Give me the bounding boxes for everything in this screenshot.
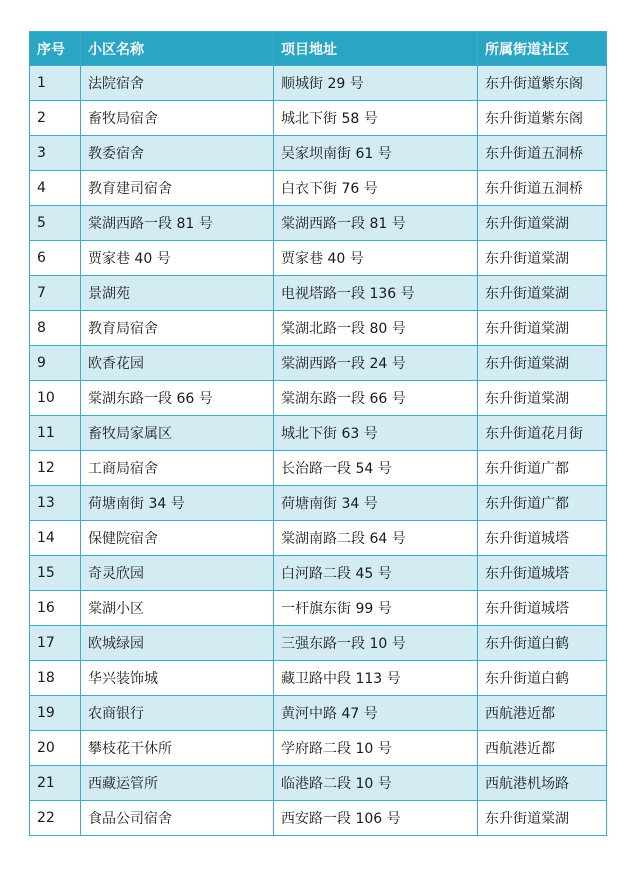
cell-index: 18 bbox=[30, 661, 81, 696]
cell-street-community: 东升街道棠湖 bbox=[478, 311, 607, 346]
cell-street-community: 东升街道紫东阁 bbox=[478, 66, 607, 101]
cell-address: 白河路二段 45 号 bbox=[274, 556, 478, 591]
cell-address: 电视塔路一段 136 号 bbox=[274, 276, 478, 311]
cell-street-community: 东升街道广都 bbox=[478, 486, 607, 521]
cell-community-name: 教育建司宿舍 bbox=[81, 171, 274, 206]
table-row bbox=[30, 451, 607, 486]
cell-index: 16 bbox=[30, 591, 81, 626]
table-header-row bbox=[30, 32, 607, 66]
table-row bbox=[30, 101, 607, 136]
table-row bbox=[30, 591, 607, 626]
table-row bbox=[30, 696, 607, 731]
cell-community-name: 荷塘南街 34 号 bbox=[81, 486, 274, 521]
cell-index: 3 bbox=[30, 136, 81, 171]
table-row bbox=[30, 241, 607, 276]
cell-index: 13 bbox=[30, 486, 81, 521]
cell-street-community: 东升街道五洞桥 bbox=[478, 136, 607, 171]
cell-index: 21 bbox=[30, 766, 81, 801]
header-community-name: 小区名称 bbox=[81, 32, 274, 66]
cell-street-community: 东升街道城塔 bbox=[478, 521, 607, 556]
table-row bbox=[30, 276, 607, 311]
table-row bbox=[30, 171, 607, 206]
cell-community-name: 贾家巷 40 号 bbox=[81, 241, 274, 276]
cell-street-community: 东升街道棠湖 bbox=[478, 381, 607, 416]
cell-index: 14 bbox=[30, 521, 81, 556]
cell-address: 学府路二段 10 号 bbox=[274, 731, 478, 766]
cell-index: 10 bbox=[30, 381, 81, 416]
cell-community-name: 棠湖西路一段 81 号 bbox=[81, 206, 274, 241]
cell-community-name: 棠湖东路一段 66 号 bbox=[81, 381, 274, 416]
cell-community-name: 奇灵欣园 bbox=[81, 556, 274, 591]
cell-index: 2 bbox=[30, 101, 81, 136]
cell-street-community: 东升街道广都 bbox=[478, 451, 607, 486]
cell-address: 棠湖南路二段 64 号 bbox=[274, 521, 478, 556]
cell-community-name: 教委宿舍 bbox=[81, 136, 274, 171]
community-table bbox=[29, 31, 607, 836]
table-row bbox=[30, 556, 607, 591]
cell-community-name: 农商银行 bbox=[81, 696, 274, 731]
cell-index: 7 bbox=[30, 276, 81, 311]
cell-community-name: 欧香花园 bbox=[81, 346, 274, 381]
table-row bbox=[30, 346, 607, 381]
cell-street-community: 东升街道白鹤 bbox=[478, 661, 607, 696]
cell-index: 5 bbox=[30, 206, 81, 241]
table-row bbox=[30, 416, 607, 451]
table-row bbox=[30, 381, 607, 416]
cell-street-community: 东升街道白鹤 bbox=[478, 626, 607, 661]
table-row bbox=[30, 801, 607, 836]
table-row bbox=[30, 731, 607, 766]
cell-community-name: 欧城绿园 bbox=[81, 626, 274, 661]
cell-street-community: 东升街道花月街 bbox=[478, 416, 607, 451]
table-body bbox=[30, 66, 607, 836]
cell-community-name: 食品公司宿舍 bbox=[81, 801, 274, 836]
cell-address: 贾家巷 40 号 bbox=[274, 241, 478, 276]
cell-community-name: 保健院宿舍 bbox=[81, 521, 274, 556]
cell-address: 黄河中路 47 号 bbox=[274, 696, 478, 731]
cell-community-name: 教育局宿舍 bbox=[81, 311, 274, 346]
cell-street-community: 东升街道五洞桥 bbox=[478, 171, 607, 206]
cell-community-name: 西藏运管所 bbox=[81, 766, 274, 801]
cell-index: 22 bbox=[30, 801, 81, 836]
table-row bbox=[30, 766, 607, 801]
cell-address: 临港路二段 10 号 bbox=[274, 766, 478, 801]
cell-street-community: 东升街道棠湖 bbox=[478, 276, 607, 311]
cell-index: 11 bbox=[30, 416, 81, 451]
cell-address: 荷塘南街 34 号 bbox=[274, 486, 478, 521]
header-index: 序号 bbox=[30, 32, 81, 66]
cell-street-community: 东升街道城塔 bbox=[478, 591, 607, 626]
cell-street-community: 东升街道棠湖 bbox=[478, 801, 607, 836]
cell-address: 吴家坝南街 61 号 bbox=[274, 136, 478, 171]
cell-address: 城北下街 63 号 bbox=[274, 416, 478, 451]
cell-community-name: 棠湖小区 bbox=[81, 591, 274, 626]
cell-street-community: 东升街道城塔 bbox=[478, 556, 607, 591]
cell-index: 19 bbox=[30, 696, 81, 731]
table-row bbox=[30, 66, 607, 101]
table-row bbox=[30, 521, 607, 556]
cell-community-name: 华兴装饰城 bbox=[81, 661, 274, 696]
table-row bbox=[30, 206, 607, 241]
cell-address: 城北下街 58 号 bbox=[274, 101, 478, 136]
cell-address: 藏卫路中段 113 号 bbox=[274, 661, 478, 696]
cell-street-community: 东升街道棠湖 bbox=[478, 241, 607, 276]
cell-index: 20 bbox=[30, 731, 81, 766]
cell-community-name: 工商局宿舍 bbox=[81, 451, 274, 486]
cell-index: 4 bbox=[30, 171, 81, 206]
cell-community-name: 畜牧局宿舍 bbox=[81, 101, 274, 136]
cell-street-community: 东升街道紫东阁 bbox=[478, 101, 607, 136]
cell-street-community: 东升街道棠湖 bbox=[478, 206, 607, 241]
table-row bbox=[30, 486, 607, 521]
cell-address: 棠湖北路一段 80 号 bbox=[274, 311, 478, 346]
cell-address: 一杆旗东街 99 号 bbox=[274, 591, 478, 626]
cell-street-community: 东升街道棠湖 bbox=[478, 346, 607, 381]
table-row bbox=[30, 311, 607, 346]
cell-community-name: 法院宿舍 bbox=[81, 66, 274, 101]
cell-index: 12 bbox=[30, 451, 81, 486]
cell-community-name: 景湖苑 bbox=[81, 276, 274, 311]
cell-street-community: 西航港机场路 bbox=[478, 766, 607, 801]
cell-street-community: 西航港近都 bbox=[478, 731, 607, 766]
cell-street-community: 西航港近都 bbox=[478, 696, 607, 731]
cell-address: 三强东路一段 10 号 bbox=[274, 626, 478, 661]
table-row bbox=[30, 661, 607, 696]
cell-address: 顺城街 29 号 bbox=[274, 66, 478, 101]
cell-index: 1 bbox=[30, 66, 81, 101]
table-row bbox=[30, 136, 607, 171]
cell-community-name: 畜牧局家属区 bbox=[81, 416, 274, 451]
header-street-community: 所属街道社区 bbox=[478, 32, 607, 66]
cell-address: 棠湖西路一段 81 号 bbox=[274, 206, 478, 241]
cell-address: 棠湖东路一段 66 号 bbox=[274, 381, 478, 416]
table-row bbox=[30, 626, 607, 661]
cell-address: 长治路一段 54 号 bbox=[274, 451, 478, 486]
cell-community-name: 攀枝花干休所 bbox=[81, 731, 274, 766]
cell-index: 9 bbox=[30, 346, 81, 381]
cell-address: 西安路一段 106 号 bbox=[274, 801, 478, 836]
cell-address: 白衣下街 76 号 bbox=[274, 171, 478, 206]
cell-index: 6 bbox=[30, 241, 81, 276]
cell-index: 17 bbox=[30, 626, 81, 661]
cell-address: 棠湖西路一段 24 号 bbox=[274, 346, 478, 381]
cell-index: 15 bbox=[30, 556, 81, 591]
cell-index: 8 bbox=[30, 311, 81, 346]
header-address: 项目地址 bbox=[274, 32, 478, 66]
